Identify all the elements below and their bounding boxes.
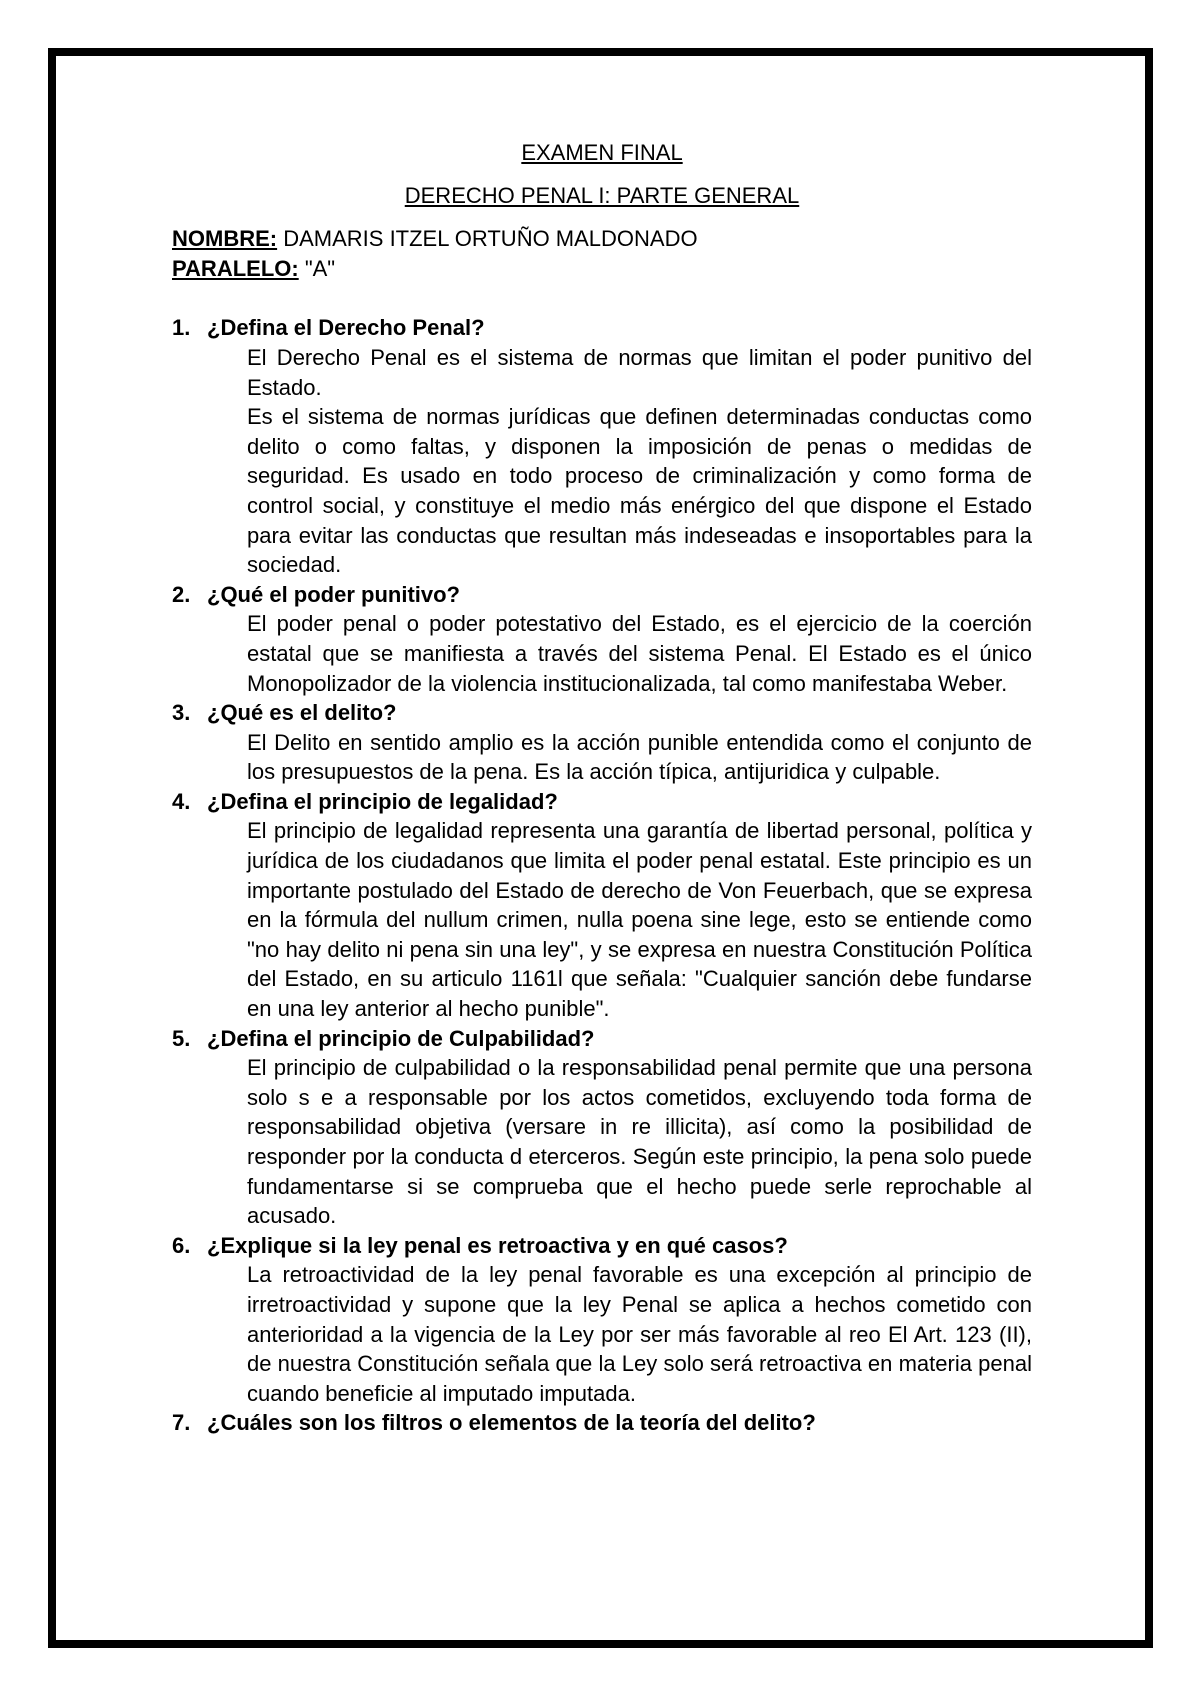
answer-paragraph: El principio de culpabilidad o la responsabilidad penal permite que una persona solo s e a responsable por los actos cometidos, excluyendo toda forma de responsabilidad objetiva (versare in re illicita), así como la posibilidad de responder por la conducta d eterceros. Según este principio, la pena solo puede fundamentarse si se comprueba que el hecho puede serle reprochable al acusado. — [247, 1055, 1032, 1229]
question-text: ¿Qué el poder punitivo? — [207, 581, 460, 607]
question-item — [172, 313, 1032, 579]
question-number: 1. — [172, 315, 191, 341]
answer-paragraph: El Derecho Penal es el sistema de normas que limitan el poder punitivo del Estado. — [247, 344, 1032, 400]
question-item — [172, 580, 1032, 698]
answer-text — [247, 1260, 1032, 1408]
question-number: 4. — [172, 788, 191, 814]
course-subtitle: DERECHO PENAL I: PARTE GENERAL — [404, 182, 800, 208]
answer-text — [247, 343, 1032, 580]
question-item — [172, 1408, 1032, 1438]
question-number: 5. — [172, 1025, 191, 1051]
answer-text — [247, 728, 1032, 787]
question-text: ¿Explique si la ley penal es retroactiva y en qué casos? — [207, 1232, 788, 1258]
answer-paragraph: Es el sistema de normas jurídicas que definen determinadas conductas como delito o como faltas, y disponen la imposición de penas o medidas de seguridad. Es usado en todo proceso de criminalización y como forma de control social, y constituye el medio más enérgico del que dispone el Estado para evitar las conductas que resultan más indeseadas e insoportables para la sociedad. — [247, 404, 1032, 578]
name-value: DAMARIS ITZEL ORTUÑO MALDONADO — [277, 226, 698, 252]
answer-text — [247, 816, 1032, 1023]
question-number: 6. — [172, 1232, 191, 1258]
student-info — [172, 224, 1032, 283]
question-heading — [172, 787, 1032, 817]
question-item — [172, 1231, 1032, 1409]
question-heading — [172, 1024, 1032, 1054]
answer-paragraph: El poder penal o poder potestativo del Estado, es el ejercicio de la coerción estatal que se manifiesta a través del sistema Penal. El Estado es el único Monopolizador de la violencia institucionalizada, tal como manifestaba Weber. — [247, 611, 1032, 696]
document-body — [172, 138, 1032, 1438]
answer-paragraph: La retroactividad de la ley penal favorable es una excepción al principio de irretroactividad y supone que la ley Penal se aplica a hechos cometido con anterioridad a la vigencia de la Ley por ser más favorable al reo El Art. 123 (II), de nuestra Constitución señala que la Ley solo será retroactiva en materia penal cuando beneficie al imputado imputada. — [247, 1262, 1032, 1406]
question-text: ¿Defina el Derecho Penal? — [207, 315, 485, 341]
question-list — [172, 313, 1032, 1438]
question-number: 7. — [172, 1410, 191, 1436]
answer-paragraph: El principio de legalidad representa una garantía de libertad personal, política y jurídica de los ciudadanos que limita el poder penal estatal. Este principio es un importante postulado del Estado de derecho de Von Feuerbach, que se expresa en la fórmula del nullum crimen, nulla poena sine lege, esto se entiende como "no hay delito ni pena sin una ley", y se expresa en nuestra Constitución Política del Estado, en su articulo 1161l que señala: "Cualquier sanción debe fundarse en una ley anterior al hecho punible". — [247, 818, 1032, 1022]
question-heading — [172, 313, 1032, 343]
group-row — [172, 254, 1032, 284]
question-item — [172, 698, 1032, 787]
answer-paragraph: El Delito en sentido amplio es la acción punible entendida como el conjunto de los presupuestos de la pena. Es la acción típica, antijuridica y culpable. — [247, 729, 1032, 785]
name-label: NOMBRE: — [172, 226, 278, 252]
question-number: 2. — [172, 581, 191, 607]
question-item — [172, 787, 1032, 1024]
question-number: 3. — [172, 700, 191, 726]
question-heading — [172, 580, 1032, 610]
question-item — [172, 1024, 1032, 1231]
question-heading — [172, 1231, 1032, 1261]
question-text: ¿Qué es el delito? — [207, 700, 397, 726]
group-label: PARALELO: — [172, 255, 299, 281]
question-text: ¿Defina el principio de Culpabilidad? — [207, 1025, 595, 1051]
exam-title: EXAMEN FINAL — [521, 140, 683, 165]
student-name-row — [172, 224, 1032, 254]
answer-text — [247, 1053, 1032, 1231]
question-text: ¿Cuáles son los filtros o elementos de la teoría del delito? — [207, 1410, 816, 1436]
group-value: "A" — [298, 255, 336, 281]
question-heading — [172, 698, 1032, 728]
question-heading — [172, 1408, 1032, 1438]
answer-text — [247, 609, 1032, 698]
question-text: ¿Defina el principio de legalidad? — [207, 788, 558, 814]
